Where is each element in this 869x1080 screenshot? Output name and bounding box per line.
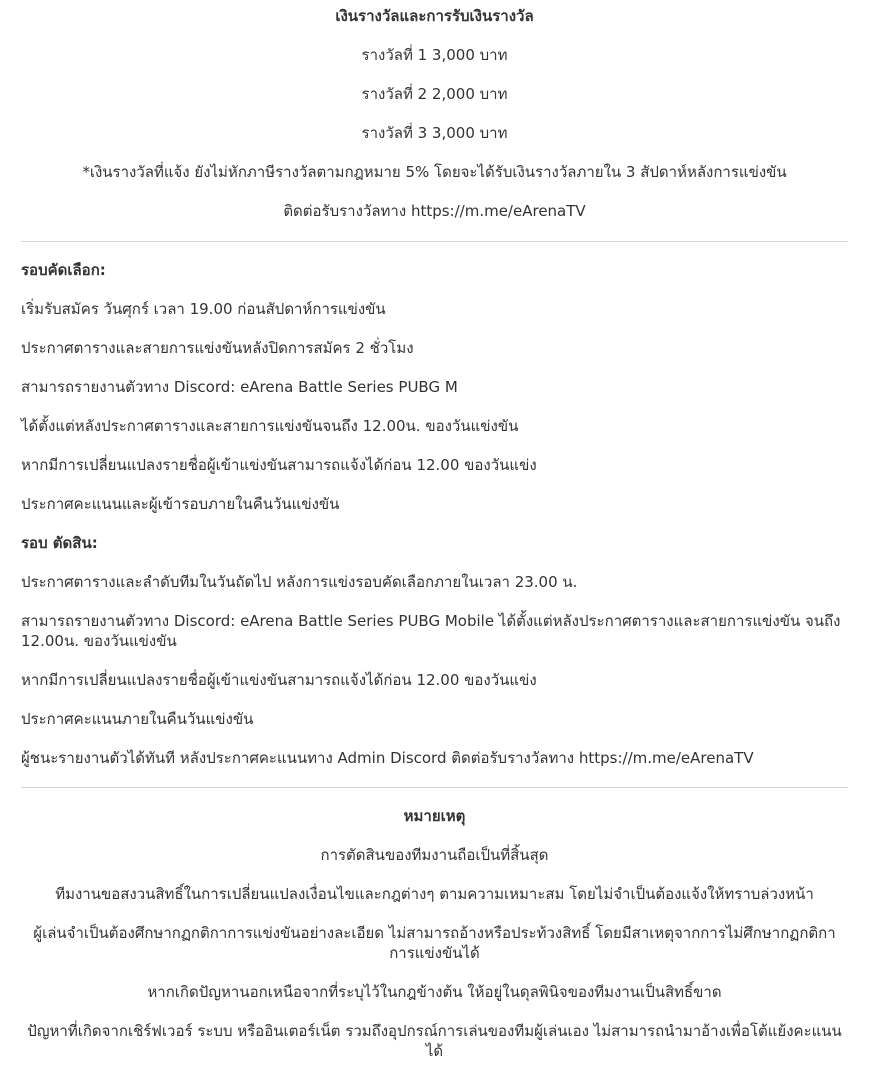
qualifier-item: สามารถรายงานตัวทาง Discord: eArena Battle Series PUBG M <box>21 378 458 396</box>
qualifier-item: ประกาศตารางและสายการแข่งขันหลังปิดการสมัคร 2 ชั่วโมง <box>21 339 414 357</box>
prize-2: รางวัลที่ 2 2,000 บาท <box>361 85 508 103</box>
note-item: หากเกิดปัญหานอกเหนือจากที่ระบุไว้ในกฎข้างต้น ให้อยู่ในดุลพินิจของทีมงานเป็นสิทธิ์ขาด <box>147 983 722 1001</box>
final-item: ประกาศคะแนนภายในคืนวันแข่งขัน <box>21 710 254 728</box>
qualifier-item: หากมีการเปลี่ยนแปลงรายชื่อผู้เข้าแข่งขันสามารถแจ้งได้ก่อน 12.00 ของวันแข่ง <box>21 456 537 474</box>
note-item: ปัญหาที่เกิดจากเชิร์ฟเวอร์ ระบบ หรืออินเตอร์เน็ต รวมถึงอุปกรณ์การเล่นของทีมผู้เล่นเอง ไม่สามารถนำมาอ้างเพื่อโต้แย้งคะแนนได้ <box>27 1022 842 1060</box>
note-item: ทีมงานขอสงวนสิทธิ์ในการเปลี่ยนแปลงเงื่อนไขและกฎต่างๆ ตามความเหมาะสม โดยไม่จำเป็นต้องแจ้งให้ทราบล่วงหน้า <box>55 885 814 903</box>
final-item: ผู้ชนะรายงานตัวได้ทันที หลังประกาศคะแนนทาง Admin Discord ติดต่อรับรางวัลทาง https://m.me/eArenaTV <box>21 749 754 767</box>
final-heading: รอบ ตัดสิน: <box>21 534 98 552</box>
qualifier-item: ได้ตั้งแต่หลังประกาศตารางและสายการแข่งขันจนถึง 12.00น. ของวันแข่งขัน <box>21 417 519 435</box>
prize-tax-note: *เงินรางวัลที่แจ้ง ยังไม่หักภาษีรางวัลตามกฎหมาย 5% โดยจะได้รับเงินรางวัลภายใน 3 สัปดาห์หลังการแข่งขัน <box>82 163 787 181</box>
final-item: ประกาศตารางและลำดับทีมในวันถัดไป หลังการแข่งรอบคัดเลือกภายในเวลา 23.00 น. <box>21 573 578 591</box>
final-item: สามารถรายงานตัวทาง Discord: eArena Battle Series PUBG Mobile ได้ตั้งแต่หลังประกาศตารางและสายการแข่งขัน จนถึง 12.00น. ของวันแข่งขัน <box>21 612 841 650</box>
qualifier-item: เริ่มรับสมัคร วันศุกร์ เวลา 19.00 ก่อนสัปดาห์การแข่งขัน <box>21 300 386 318</box>
qualifier-heading: รอบคัดเลือก: <box>21 261 106 279</box>
notes-heading: หมายเหตุ <box>403 807 466 825</box>
prize-3: รางวัลที่ 3 3,000 บาท <box>361 124 508 142</box>
note-item: ผู้เล่นจำเป็นต้องศึกษากฏกติกาการแข่งขันอย่างละเอียด ไม่สามารถอ้างหรือประท้วงสิทธิ์ โดยมีสาเหตุจากการไม่ศึกษากฏกติกาการแข่งขันได้ <box>33 924 836 962</box>
notes-section <box>0 788 869 1061</box>
final-item: หากมีการเปลี่ยนแปลงรายชื่อผู้เข้าแข่งขันสามารถแจ้งได้ก่อน 12.00 ของวันแข่ง <box>21 671 537 689</box>
qualifier-item: ประกาศคะแนนและผู้เข้ารอบภายในคืนวันแข่งขัน <box>21 495 340 513</box>
prize-section <box>0 0 869 221</box>
note-item: การตัดสินของทีมงานถือเป็นที่สิ้นสุด <box>320 846 549 864</box>
qualifier-section <box>0 242 869 768</box>
prize-1: รางวัลที่ 1 3,000 บาท <box>361 46 508 64</box>
prize-title: เงินรางวัลและการรับเงินรางวัล <box>335 7 534 25</box>
prize-contact: ติดต่อรับรางวัลทาง https://m.me/eArenaTV <box>283 202 586 220</box>
